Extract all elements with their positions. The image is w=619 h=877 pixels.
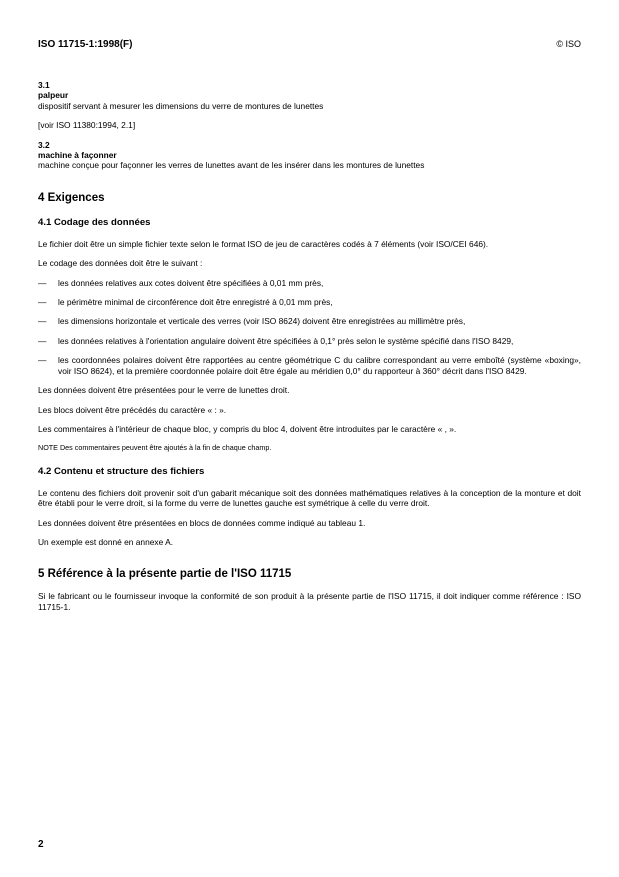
list-dash: — bbox=[38, 335, 47, 346]
list-item-text: les données relatives aux cotes doivent être spécifiées à 0,01 mm près, bbox=[58, 277, 324, 288]
paragraph: Les données doivent être présentées en blocs de données comme indiqué au tableau 1. bbox=[38, 517, 366, 528]
copyright: © ISO bbox=[556, 39, 581, 49]
term-source: [voir ISO 11380:1994, 2.1] bbox=[38, 120, 136, 131]
section-heading: 5 Référence à la présente partie de l'ISO 11715 bbox=[38, 568, 292, 581]
paragraph: Les commentaires à l'intérieur de chaque bloc, y compris du bloc 4, doivent être introduites par le caractère « , ». bbox=[38, 423, 457, 434]
list-item-text: les données relatives à l'orientation angulaire doivent être spécifiées à 0,1° près selon le système spécifié dans l'ISO 8429, bbox=[58, 335, 514, 346]
list-item bbox=[38, 297, 581, 307]
document-id: ISO 11715-1:1998(F) bbox=[38, 39, 133, 50]
list-dash: — bbox=[38, 316, 47, 327]
term-definition: machine conçue pour façonner les verres de lunettes avant de les insérer dans les montures de lunettes bbox=[38, 160, 425, 171]
list-dash: — bbox=[38, 297, 47, 308]
paragraph: Les données doivent être présentées pour le verre de lunettes droit. bbox=[38, 385, 290, 396]
paragraph: Un exemple est donné en annexe A. bbox=[38, 536, 174, 547]
paragraph: Les blocs doivent être précédés du caractère « : ». bbox=[38, 404, 227, 415]
term-number: 3.1 bbox=[38, 80, 50, 90]
term-definition: dispositif servant à mesurer les dimensions du verre de montures de lunettes bbox=[38, 100, 324, 111]
page-content bbox=[38, 80, 581, 612]
list-item bbox=[38, 278, 581, 288]
list-item-text: le périmètre minimal de circonférence doit être enregistré à 0,01 mm près, bbox=[58, 297, 333, 308]
paragraph: Le fichier doit être un simple fichier texte selon le format ISO de jeu de caractères codés à 7 éléments (voir ISO/CEI 646). bbox=[38, 238, 489, 249]
list-item bbox=[38, 316, 581, 326]
subsection-heading: 4.2 Contenu et structure des fichiers bbox=[38, 465, 205, 477]
list-item bbox=[38, 336, 581, 346]
paragraph: Le contenu des fichiers doit provenir soit d'un gabarit mécanique soit des données mathématiques relatives à la conception de la monture et doit être établi pour le verre droit, si la forme du verre de lunettes gauche est symétrique à celle du verre droit. bbox=[38, 487, 581, 509]
list-dash: — bbox=[38, 355, 47, 366]
term-word: palpeur bbox=[38, 90, 69, 101]
paragraph: Si le fabricant ou le fournisseur invoque la conformité de son produit à la présente partie de l'ISO 11715, il doit indiquer comme référence : ISO 11715-1. bbox=[38, 591, 581, 612]
note: NOTE Des commentaires peuvent être ajoutés à la fin de chaque champ. bbox=[38, 443, 272, 453]
term-number: 3.2 bbox=[38, 139, 50, 150]
list-item bbox=[38, 355, 581, 376]
list-item-text: les coordonnées polaires doivent être rapportées au centre géométrique C du calibre correspondant au verre emboîté (système «boxing», voir ISO 8624), et la première coordonnée polaire doit être égale au méridien 0,0° du rapporteur à 360° décrit dans l'ISO 8429. bbox=[58, 355, 581, 376]
page-number: 2 bbox=[38, 839, 44, 850]
list-dash: — bbox=[38, 277, 47, 288]
term-word: machine à façonner bbox=[38, 150, 117, 161]
subsection-heading: 4.1 Codage des données bbox=[38, 216, 151, 228]
section-heading: 4 Exigences bbox=[38, 191, 105, 204]
list-item-text: les dimensions horizontale et verticale des verres (voir ISO 8624) doivent être enregistrées au millimètre près, bbox=[58, 316, 466, 327]
paragraph: Le codage des données doit être le suivant : bbox=[38, 258, 203, 269]
